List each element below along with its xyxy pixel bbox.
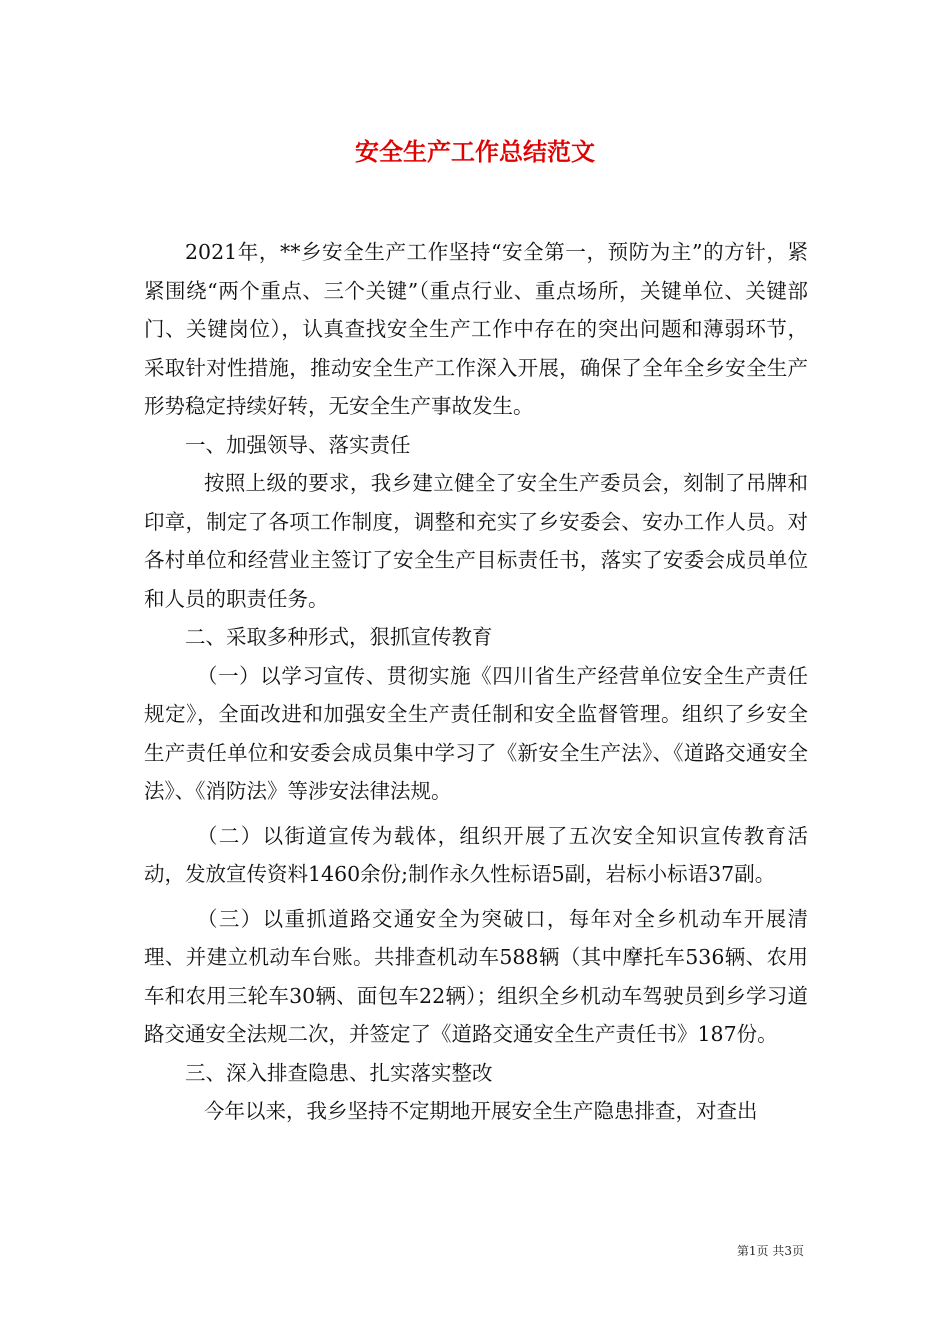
section-3-paragraph: 今年以来，我乡坚持不定期地开展安全生产隐患排查，对查出 (204, 1099, 758, 1123)
section-2-item-3: （三）以重抓道路交通安全为突破口，每年对全乡机动车开展清理、并建立机动车台账。共排查机动车588辆（其中摩托车536辆、农用车和农用三轮车30辆、面包车22辆）；组织全乡机动车驾驶员到乡学习道路交通安全法规二次，并签定了《道路交通安全生产责任书》187份。 (144, 906, 808, 1046)
section-2-item-1: （一）以学习宣传、贯彻实施《四川省生产经营单位安全生产责任规定》，全面改进和加强安全生产责任制和安全监督管理。组织了乡安全生产责任单位和安委会成员集中学习了《新安全生产法》、《道路交通安全法》、《消防法》等涉安法律法规。 (144, 663, 808, 803)
section-heading-2: 二、采取多种形式，狠抓宣传教育 (185, 625, 493, 649)
section-heading-1: 一、加强领导、落实责任 (185, 432, 411, 457)
section-1-paragraph: 按照上级的要求，我乡建立健全了安全生产委员会，刻制了吊牌和印章，制定了各项工作制度，调整和充实了乡安委会、安办工作人员。对各村单位和经营业主签订了安全生产目标责任书，落实了安委会成员单位和人员的职责任务。 (144, 471, 808, 611)
page-number: 第1页 共3页 (736, 1244, 804, 1258)
section-heading-3: 三、深入排查隐患、扎实落实整改 (185, 1060, 493, 1085)
document-title: 安全生产工作总结范文 (355, 138, 595, 166)
section-2-item-2: （二）以街道宣传为载体，组织开展了五次安全知识宣传教育活动，发放宣传资料1460余份;制作永久性标语5副，岩标小标语37副。 (144, 823, 808, 886)
intro-paragraph: 2021年，**乡安全生产工作坚持“安全第一，预防为主”的方针，紧紧围绕“两个重点、三个关键”（重点行业、重点场所，关键单位、关键部门、关键岗位），认真查找安全生产工作中存在的突出问题和薄弱环节，采取针对性措施，推动安全生产工作深入开展，确保了全年全乡安全生产形势稳定持续好转，无安全生产事故发生。 (144, 240, 808, 418)
document-body (144, 233, 808, 1131)
